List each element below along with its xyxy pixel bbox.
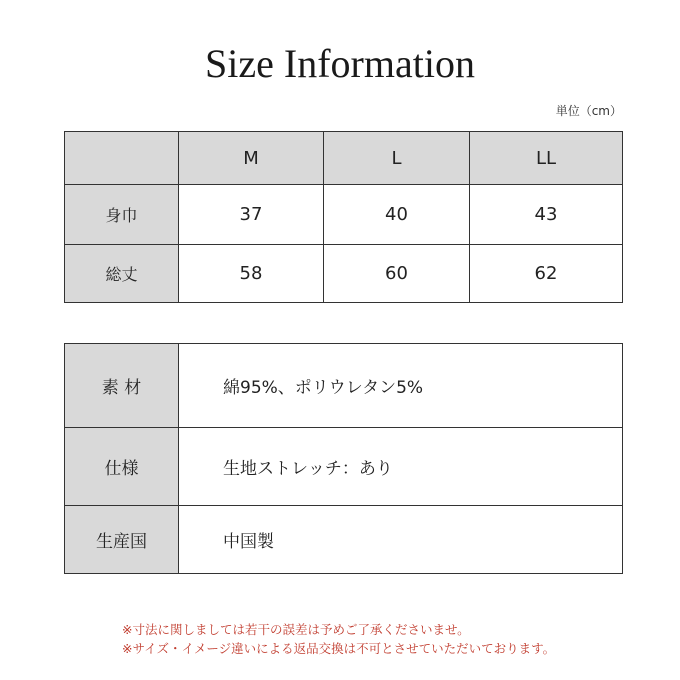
page-title: Size Information xyxy=(205,41,475,86)
spec-table xyxy=(64,343,623,574)
table-row xyxy=(65,428,623,506)
size-column-header: M xyxy=(179,132,324,185)
table-row xyxy=(65,185,623,245)
size-value-cell: 62 xyxy=(470,245,623,303)
size-value-cell: 58 xyxy=(179,245,324,303)
table-row xyxy=(65,506,623,574)
size-column-header: LL xyxy=(470,132,623,185)
size-value-cell: 60 xyxy=(324,245,470,303)
note-line: ※寸法に関しましては若干の誤差は予めご了承くださいませ。 xyxy=(122,622,470,637)
unit-label: 単位（cm） xyxy=(555,104,622,118)
size-value-cell: 40 xyxy=(324,185,470,245)
row-label: 身巾 xyxy=(65,185,179,245)
table-row xyxy=(65,245,623,303)
spec-label: 仕様 xyxy=(65,428,179,506)
size-column-header: L xyxy=(324,132,470,185)
spec-value: 中国製 xyxy=(179,506,623,574)
size-value-cell: 43 xyxy=(470,185,623,245)
notes xyxy=(122,620,642,658)
size-table-corner-cell xyxy=(65,132,179,185)
note-line: ※サイズ・イメージ違いによる返品交換は不可とさせていただいております。 xyxy=(122,641,556,656)
spec-label: 素 材 xyxy=(65,344,179,428)
spec-value: 綿95%、ポリウレタン5% xyxy=(179,344,623,428)
size-table xyxy=(64,131,623,303)
size-value-cell: 37 xyxy=(179,185,324,245)
spec-label: 生産国 xyxy=(65,506,179,574)
spec-value: 生地ストレッチ：あり xyxy=(179,428,623,506)
size-table-header-row xyxy=(65,132,623,185)
row-label: 総丈 xyxy=(65,245,179,303)
table-row xyxy=(65,344,623,428)
